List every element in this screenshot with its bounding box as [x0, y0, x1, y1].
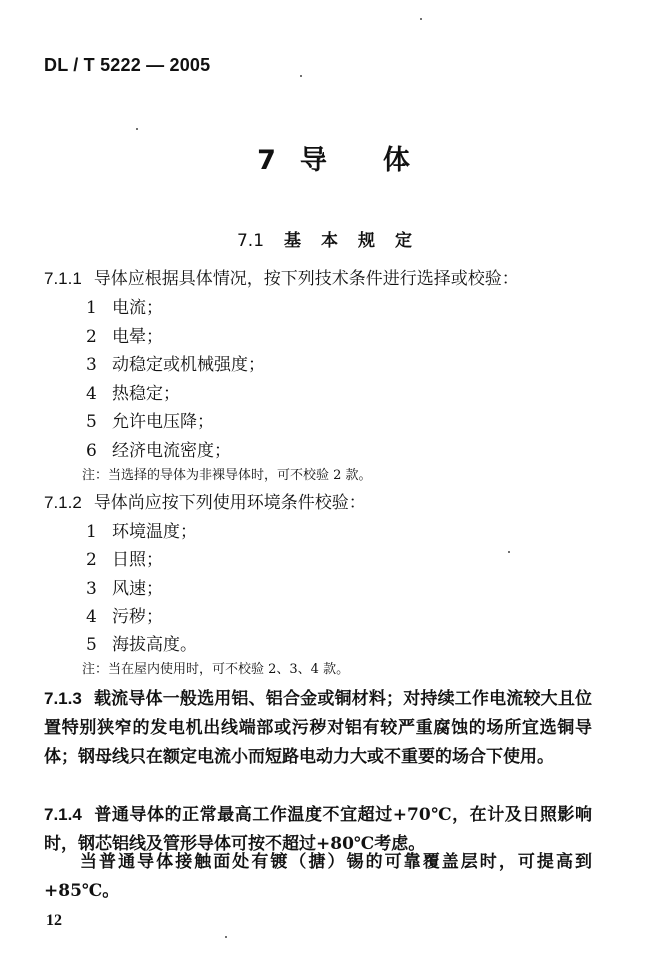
section-heading: 基本规定: [284, 231, 433, 251]
scan-speck: [420, 18, 422, 20]
clause-text: 导体尚应按下列使用环境条件校验：: [93, 493, 366, 513]
paragraph: 当普通导体接触面处有镀（搪）锡的可靠覆盖层时，可提高到+85℃。: [44, 852, 592, 901]
section-title: [0, 226, 669, 251]
list-item: 1 电流；: [86, 298, 163, 318]
clause-text: 导体应根据具体情况，按下列技术条件进行选择或校验：: [93, 269, 519, 289]
clause-7-1-3: [44, 684, 592, 772]
list-item: 4 热稳定；: [86, 384, 180, 404]
list-item: 5 允许电压降；: [86, 412, 214, 432]
clause-7-1-1: [44, 267, 519, 291]
clause-7-1-2: [44, 491, 366, 515]
clause-number: 7.1.1: [44, 269, 82, 288]
chapter-word-1: 导: [299, 145, 329, 176]
note: 注：当选择的导体为非裸导体时，可不校验 2 款。: [82, 468, 372, 483]
list-item: 2 日照；: [86, 550, 163, 570]
clause-text: 载流导体一般选用铝、铝合金或铜材料；对持续工作电流较大且位置特别狭窄的发电机出线端部或污秽对铝有较严重腐蚀的场所宜选铜导体；钢母线只在额定电流小而短路电动力大或不重要的场合下使用。: [44, 689, 592, 767]
list-item: 4 污秽；: [86, 607, 163, 627]
chapter-number: 7: [257, 145, 278, 176]
document-id-header: DL / T 5222 — 2005: [44, 55, 211, 75]
scan-speck: [300, 75, 302, 77]
list-item: 1 环境温度；: [86, 522, 197, 542]
clause-text: 普通导体的正常最高工作温度不宜超过+70℃，在计及日照影响时，钢芯铝线及管形导体可按不超过+80℃考虑。: [44, 805, 592, 854]
list-item: 5 海拔高度。: [86, 635, 197, 655]
list-item: 2 电晕；: [86, 327, 163, 347]
scan-speck: [136, 128, 138, 130]
list-item: 6 经济电流密度；: [86, 441, 231, 461]
clause-number: 7.1.3: [44, 689, 82, 708]
clause-number: 7.1.4: [44, 805, 82, 824]
section-number: 7.1: [236, 231, 265, 251]
page-number: 12: [46, 912, 62, 929]
chapter-title: [0, 138, 669, 177]
note: 注：当在屋内使用时，可不校验 2、3、4 款。: [82, 662, 350, 677]
list-item: 3 动稳定或机械强度；: [86, 355, 265, 375]
clause-number: 7.1.2: [44, 493, 82, 512]
scan-speck: [225, 936, 227, 938]
list-item: 3 风速；: [86, 579, 163, 599]
scan-speck: [508, 551, 510, 553]
chapter-word-2: 体: [382, 145, 412, 176]
